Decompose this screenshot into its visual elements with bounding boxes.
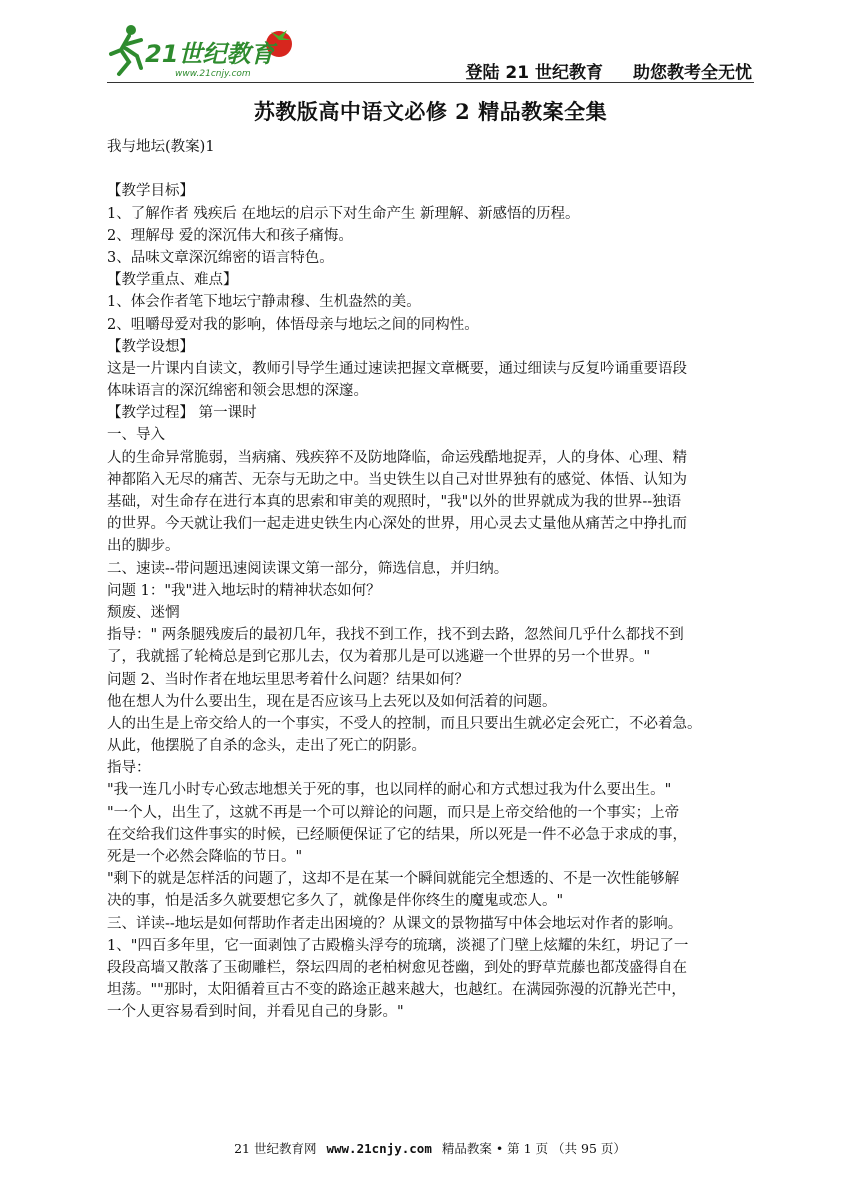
- slogan-login: 登陆 21 世纪教育: [465, 63, 603, 83]
- text-line: 神都陷入无尽的痛苦、无奈与无助之中。当史铁生以自己对世界独有的感觉、体悟、认知为: [107, 471, 687, 488]
- site-logo[interactable]: [107, 18, 307, 80]
- text-line: 坦荡。""那时，太阳循着亘古不变的路途正越来越大，也越红。在满园弥漫的沉静光芒中，: [107, 982, 686, 999]
- text-line: "我一连几小时专心致志地想关于死的事，也以同样的耐心和方式想过我为什么要出生。": [107, 782, 672, 799]
- text-line: "剩下的就是怎样活的问题了，这却不是在某一个瞬间就能完全想透的、不是一次性能够解: [107, 871, 680, 888]
- text-line: 2、咀嚼母爱对我的影响，体悟母亲与地坛之间的同构性。: [107, 316, 479, 333]
- text-line: 出的脚步。: [107, 538, 180, 555]
- text-line: 1、体会作者笔下地坛宁静肃穆、生机盎然的美。: [107, 294, 421, 311]
- text-line: 1、了解作者 残疾后 在地坛的启示下对生命产生 新理解、新感悟的历程。: [107, 205, 580, 222]
- text-line: 他在想人为什么要出生，现在是否应该马上去死以及如何活着的问题。: [107, 693, 557, 710]
- text-line: 【教学设想】: [107, 338, 194, 355]
- footer-site-name: 21 世纪教育网: [234, 1141, 317, 1156]
- text-line: 【教学过程】 第一课时: [107, 405, 257, 422]
- text-line: 问题 2、当时作者在地坛里思考着什么问题？结果如何？: [107, 671, 469, 688]
- text-line: 指导：: [107, 760, 151, 777]
- logo-text: 21世纪教育: [145, 40, 275, 68]
- text-line: 体味语言的深沉绵密和领会思想的深邃。: [107, 383, 368, 400]
- footer-page-info: 精品教案 • 第 1 页 （共 95 页）: [441, 1141, 626, 1156]
- text-line: 段段高墙又散落了玉砌雕栏，祭坛四周的老柏树愈见苍幽，到处的野草荒藤也都茂盛得自在: [107, 959, 687, 976]
- text-line: 3、品味文章深沉绵密的语言特色。: [107, 249, 334, 266]
- text-line: 【教学目标】: [107, 183, 194, 200]
- document-body: [107, 136, 754, 1024]
- text-line: 这是一片课内自读文，教师引导学生通过速读把握文章概要，通过细读与反复吟诵重要语段: [107, 360, 687, 377]
- text-line: 我与地坛(教案)1: [107, 139, 215, 155]
- text-line: 决的事，怕是活多久就要想它多久了，就像是伴你终生的魔鬼或恋人。": [107, 893, 564, 910]
- text-line: [107, 158, 754, 180]
- text-line: 了，我就摇了轮椅总是到它那儿去，仅为着那儿是可以逃避一个世界的另一个世界。": [107, 649, 651, 666]
- text-line: 基础，对生命存在进行本真的思索和审美的观照时，"我"以外的世界就成为我的世界--独语: [107, 494, 682, 510]
- logo-url: www.21cnjy.com: [175, 69, 251, 79]
- page-footer: [0, 1139, 860, 1157]
- slogan-tagline: 助您教考全无忧: [633, 63, 752, 83]
- text-line: 人的生命异常脆弱，当病痛、残疾猝不及防地降临，命运残酷地捉弄，人的身体、心理、精: [107, 449, 687, 466]
- text-line: 1、"四百多年里，它一面剥蚀了古殿檐头浮夸的琉璃，淡褪了门壁上炫耀的朱红，坍记了一: [107, 937, 689, 954]
- text-line: 一、导入: [107, 427, 165, 444]
- text-line: 【教学重点、难点】: [107, 272, 238, 289]
- header-slogan: [466, 58, 753, 83]
- text-line: 颓废、迷惘: [107, 604, 180, 621]
- footer-url[interactable]: www.21cnjy.com: [326, 1141, 432, 1156]
- text-line: 二、速读--带问题迅速阅读课文第一部分，筛选信息，并归纳。: [107, 560, 509, 577]
- document-title: 苏教版高中语文必修 2 精品教案全集: [253, 99, 608, 124]
- text-line: 2、理解母 爱的深沉伟大和孩子痛悔。: [107, 227, 353, 244]
- text-line: 指导：" 两条腿残废后的最初几年，我找不到工作，找不到去路，忽然间几乎什么都找不到: [107, 627, 684, 644]
- text-line: 三、详读--地坛是如何帮助作者走出困境的？从课文的景物描写中体会地坛对作者的影响。: [107, 915, 683, 932]
- text-line: 问题 1："我"进入地坛时的精神状态如何？: [107, 582, 381, 599]
- text-line: 的世界。今天就让我们一起走进史铁生内心深处的世界，用心灵去丈量他从痛苦之中挣扎而: [107, 516, 687, 533]
- text-line: 一个人更容易看到时间，并看见自己的身影。": [107, 1004, 404, 1021]
- text-line: "一个人，出生了，这就不再是一个可以辩论的问题，而只是上帝交给他的一个事实；上帝: [107, 804, 680, 821]
- text-line: 在交给我们这件事实的时候，已经顺便保证了它的结果，所以死是一件不必急于求成的事，: [107, 826, 687, 843]
- running-figure-icon: [111, 25, 141, 74]
- header-rule: [107, 82, 754, 83]
- page-header: [107, 18, 754, 82]
- text-line: 从此，他摆脱了自杀的念头，走出了死亡的阴影。: [107, 738, 426, 755]
- text-line: 死是一个必然会降临的节日。": [107, 849, 303, 865]
- text-line: 人的出生是上帝交给人的一个事实，不受人的控制，而且只要出生就必定会死亡，不必着急。: [107, 715, 702, 732]
